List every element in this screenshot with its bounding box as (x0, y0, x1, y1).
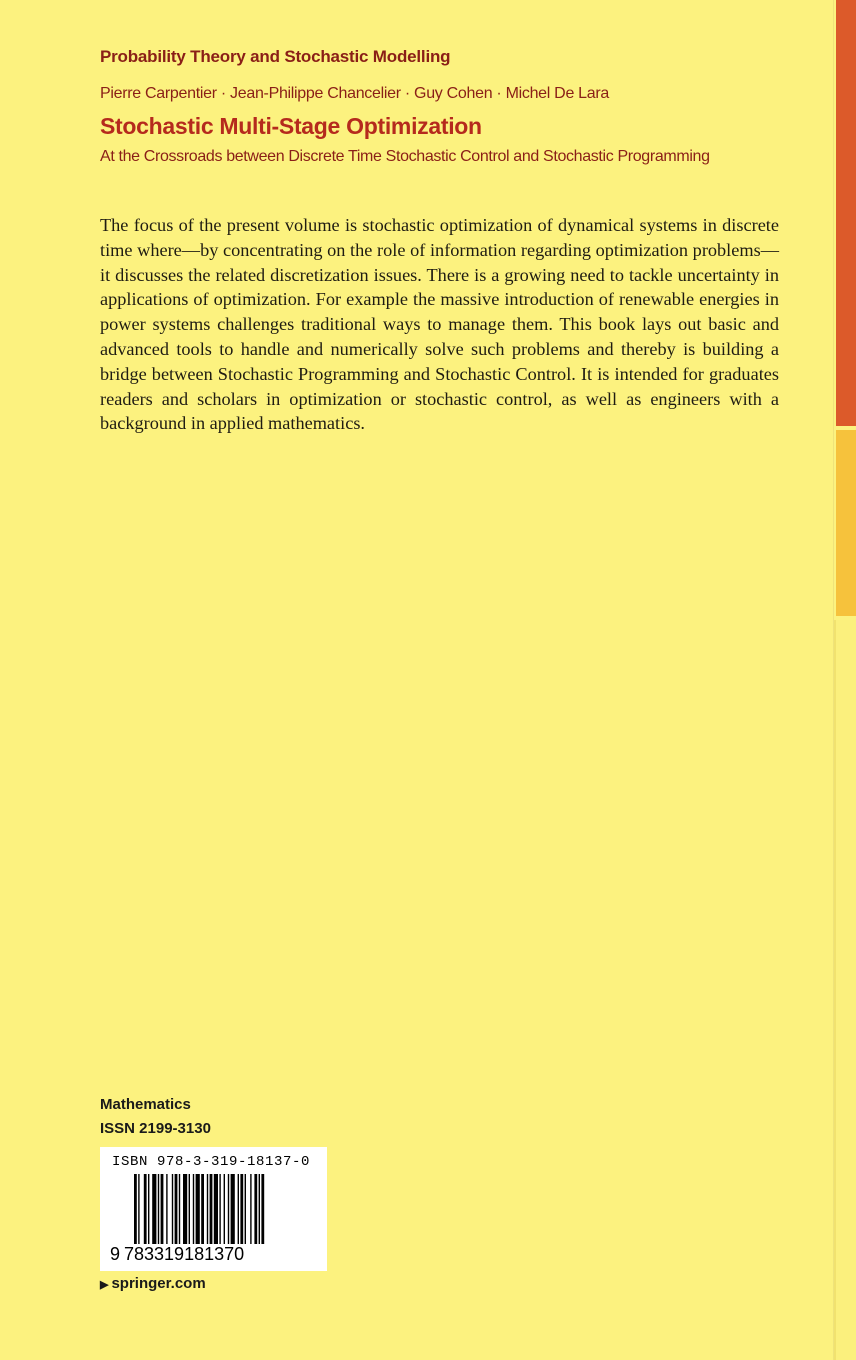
barcode-first-digit: 9 (110, 1244, 121, 1264)
spine-gold-band (836, 430, 856, 616)
website-label: springer.com (111, 1275, 206, 1292)
spine-edge (833, 0, 856, 1360)
arrow-right-icon: ▶ (100, 1279, 109, 1291)
book-title: Stochastic Multi-Stage Optimization (100, 113, 482, 139)
publisher-website[interactable] (100, 1275, 206, 1292)
authors: Pierre Carpentier · Jean-Philippe Chancelier · Guy Cohen · Michel De Lara (100, 85, 610, 102)
issn-label: ISSN 2199-3130 (100, 1120, 211, 1137)
book-subtitle: At the Crossroads between Discrete Time Stochastic Control and Stochastic Programming (100, 148, 710, 165)
barcode (100, 1147, 327, 1271)
description-paragraph: The focus of the present volume is stochastic optimization of dynamical systems in discrete time where—by concentrating on the role of information regarding optimization problems—it discusses the related discretization issues. There is a growing need to tackle uncertainty in applications of optimization. For example the massive introduction of renewable energies in power systems challenges traditional ways to manage them. This book lays out basic and advanced tools to handle and numerically solve such problems and thereby is building a bridge between Stochastic Programming and Stochastic Control. It is intended for graduates readers and scholars in optimization or stochastic control, as well as engineers with a background in applied mathematics. (100, 215, 779, 434)
barcode-digits: 783319181370 (124, 1244, 324, 1264)
isbn-label: ISBN 978-3-319-18137-0 (112, 1154, 311, 1170)
spine-yellow-band (834, 620, 856, 1360)
series-name: Probability Theory and Stochastic Modelling (100, 47, 451, 66)
spine-orange-band (836, 0, 856, 426)
subject-label: Mathematics (100, 1096, 191, 1113)
